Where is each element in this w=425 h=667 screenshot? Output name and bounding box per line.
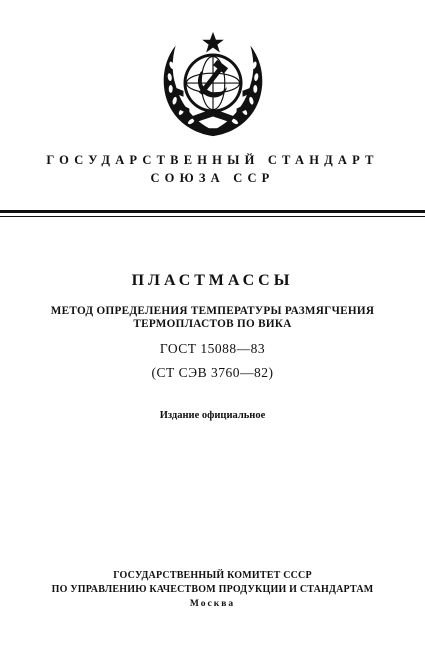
- cmea-standard-number: (СТ СЭВ 3760—82): [151, 365, 274, 380]
- publisher-line2: ПО УПРАВЛЕНИЮ КАЧЕСТВОМ ПРОДУКЦИИ И СТАНДАРТАМ: [51, 584, 374, 595]
- document-title: ПЛАСТМАССЫ: [131, 272, 294, 289]
- standard-number: ГОСТ 15088—83: [159, 341, 266, 356]
- ussr-state-emblem-icon: [154, 26, 272, 144]
- document-subtitle-line1: МЕТОД ОПРЕДЕЛЕНИЯ ТЕМПЕРАТУРЫ РАЗМЯГЧЕНИЯ: [50, 305, 375, 317]
- publisher-city: Москва: [189, 599, 236, 609]
- publisher-line1: ГОСУДАРСТВЕННЫЙ КОМИТЕТ СССР: [113, 570, 312, 581]
- document-subtitle-line2: ТЕРМОПЛАСТОВ ПО ВИКА: [133, 318, 292, 330]
- edition-label: Издание официальное: [159, 410, 266, 421]
- header-divider-thin: [0, 216, 425, 217]
- header-divider-thick: [0, 210, 425, 213]
- standard-header-line2: СОЮЗА ССР: [150, 171, 275, 185]
- standard-header-line1: ГОСУДАРСТВЕННЫЙ СТАНДАРТ: [46, 153, 379, 167]
